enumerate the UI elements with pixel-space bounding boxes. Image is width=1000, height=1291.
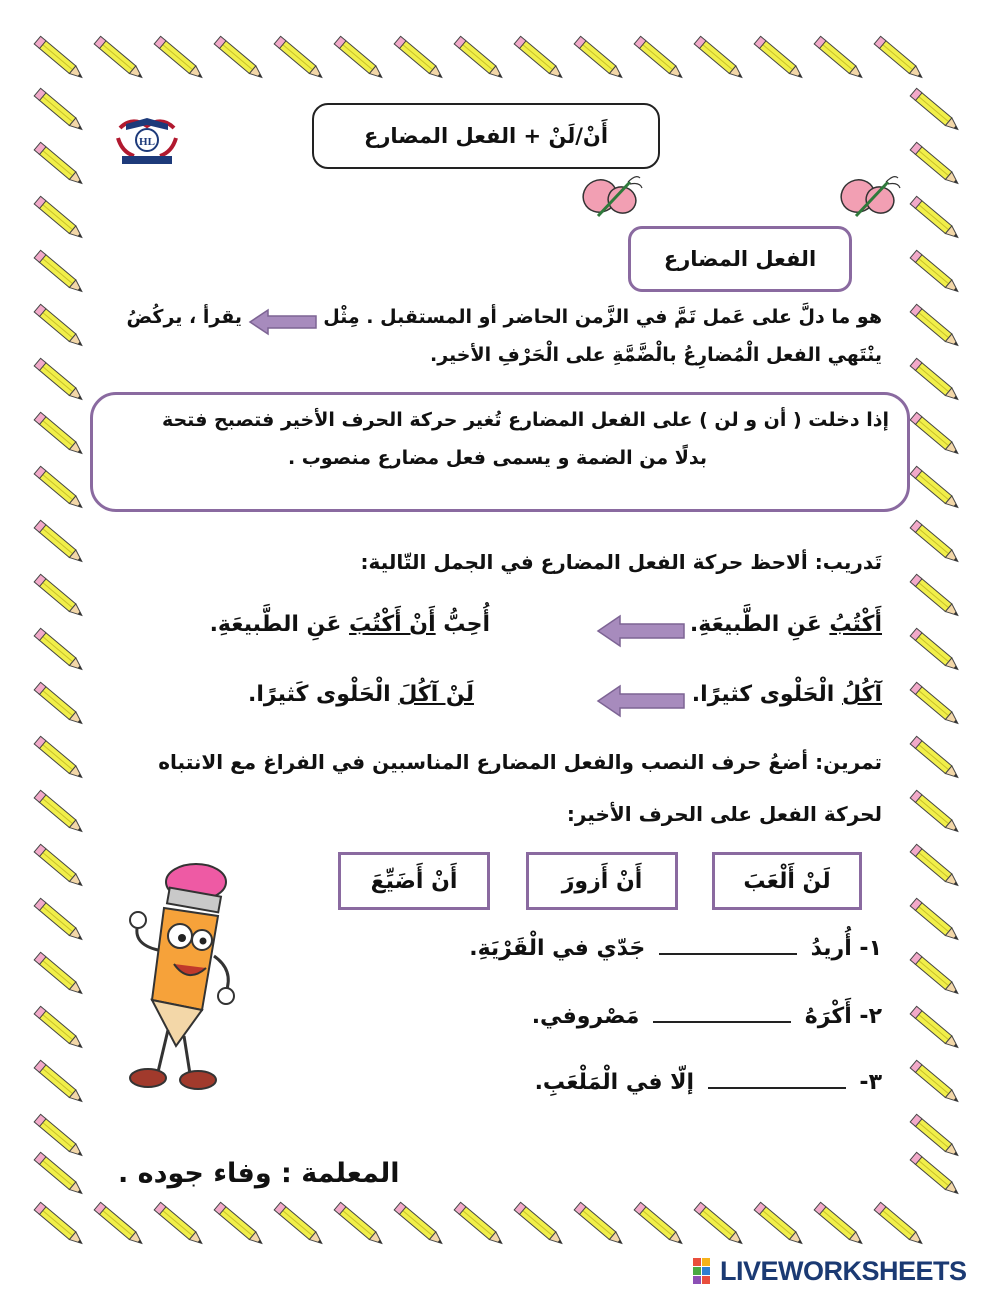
practice-sentence-after-1 xyxy=(210,612,490,637)
answer-blank[interactable] xyxy=(708,1087,846,1089)
practice-heading: تَدريب: ألاحظ حركة الفعل المضارع في الجمل التّالية: xyxy=(360,550,882,574)
sentence-rest: عَنِ الطَّبيعَةِ. xyxy=(689,612,830,637)
verb-underlined: أَنْ أَكْتُبَ xyxy=(349,612,436,637)
definition-text: هو ما دلَّ على عَمل تَمَّ في الزَّمن الحاضر أو المستقبل . مِثْل xyxy=(323,306,882,328)
sentence-rest: الْحَلْوى كَثيرًا. xyxy=(248,682,399,707)
rule-line-2: بدلًا من الضمة و يسمى فعل مضارع منصوب . xyxy=(287,447,707,469)
exercise-item-3 xyxy=(535,1070,882,1095)
book-logo-icon xyxy=(112,108,182,170)
item-end: مَصْروفي. xyxy=(531,1004,640,1029)
answer-blank[interactable] xyxy=(659,953,797,955)
sentence-start: أُحِبُّ xyxy=(435,612,490,637)
choice-option[interactable]: أَنْ أَضَيِّعَ xyxy=(338,852,490,910)
exercise-item-2 xyxy=(532,1004,882,1029)
choice-option[interactable]: لَنْ أَلْعَبَ xyxy=(712,852,862,910)
item-start: أُريدُ xyxy=(810,936,852,961)
arrow-left-icon xyxy=(596,684,686,718)
exercise-heading-1: تمرين: أضعُ حرف النصب والفعل المضارع المناسبين في الفراغ مع الانتباه xyxy=(158,750,882,774)
item-number: ٢- xyxy=(859,1004,882,1029)
item-end: جَدّي في الْقَرْيَةِ. xyxy=(469,936,646,961)
choice-option[interactable]: أَنْ أَزورَ xyxy=(526,852,678,910)
item-end: إلّا في الْمَلْعَبِ. xyxy=(534,1070,695,1095)
pencil-mascot-icon xyxy=(118,860,248,1100)
arrow-left-icon xyxy=(248,308,318,336)
item-number: ٣- xyxy=(859,1070,882,1095)
verb-underlined: أَكْتُبُ xyxy=(829,612,882,637)
svg-text:HL: HL xyxy=(139,136,155,148)
item-start: أَكْرَهُ xyxy=(804,1004,852,1029)
definition-examples: يقرأ ، يركُضُ xyxy=(126,306,242,328)
sentence-rest: الْحَلْوى كثيرًا. xyxy=(691,682,843,707)
butterfly-icon xyxy=(836,170,906,228)
practice-sentence-after-2 xyxy=(248,682,474,707)
definition-line-2: ينْتَهي الفعل الْمُضارِعُ بالْضَّمَّةِ على الْحَرْفِ الأخير. xyxy=(430,344,882,366)
liveworksheets-watermark xyxy=(692,1256,967,1286)
definition-line-1 xyxy=(323,306,882,328)
rule-box xyxy=(90,392,910,512)
butterfly-icon xyxy=(578,170,648,228)
exercise-heading-2: لحركة الفعل على الحرف الأخير: xyxy=(566,802,882,826)
item-number: ١- xyxy=(859,936,882,961)
verb-underlined: آكُلُ xyxy=(842,682,882,707)
verb-underlined: لَنْ آكُلَ xyxy=(398,682,474,707)
watermark-text: LIVEWORKSHEETS xyxy=(720,1255,967,1286)
teacher-name: المعلمة : وفاء جوده . xyxy=(118,1158,400,1189)
liveworksheets-logo-icon xyxy=(692,1257,720,1285)
exercise-item-1 xyxy=(469,936,882,961)
section-title: الفعل المضارع xyxy=(628,226,852,292)
practice-sentence-before-2 xyxy=(692,682,882,707)
arrow-left-icon xyxy=(596,614,686,648)
page-title: أَنْ/لَنْ + الفعل المضارع xyxy=(312,103,660,169)
rule-line-1: إذا دخلت ( أن و لن ) على الفعل المضارع تُغير حركة الحرف الأخير فتصبح فتحة xyxy=(161,409,889,431)
sentence-rest: عَنِ الطَّبيعَةِ. xyxy=(209,612,350,637)
answer-blank[interactable] xyxy=(653,1021,791,1023)
practice-sentence-before-1 xyxy=(690,612,882,637)
